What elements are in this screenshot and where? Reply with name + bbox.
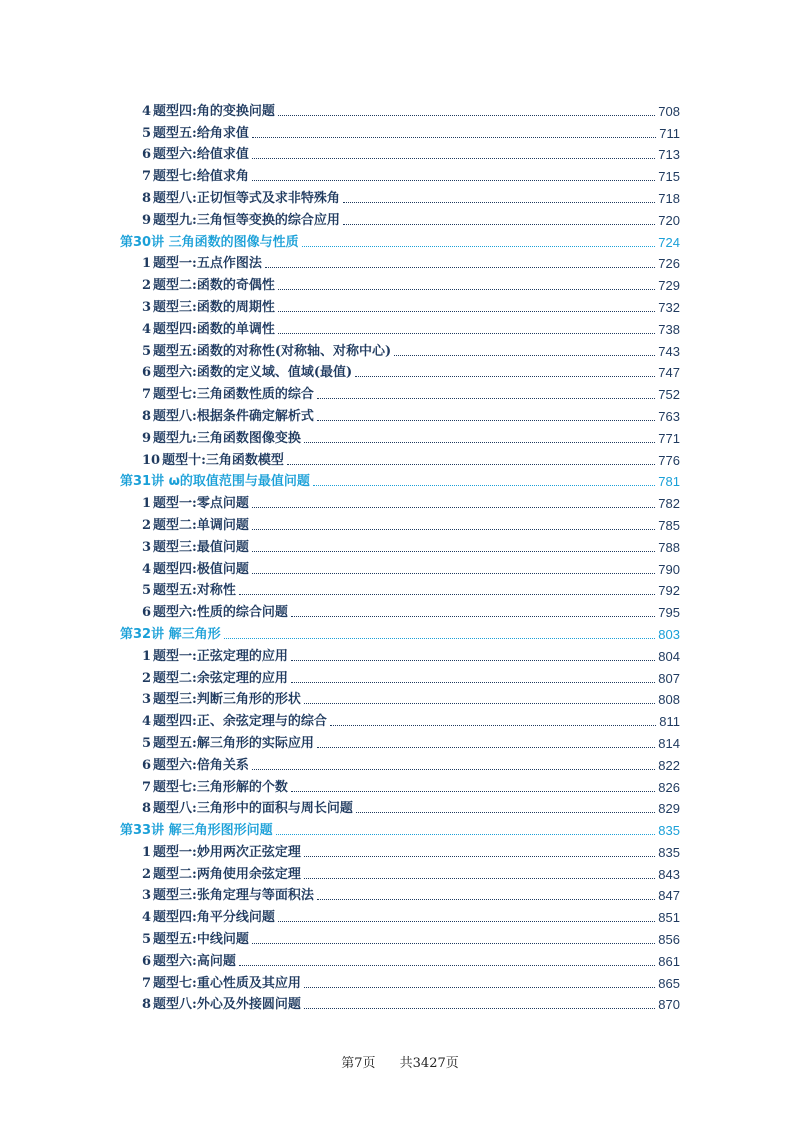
dot-leader (239, 593, 655, 595)
toc-entry-row[interactable] (120, 163, 680, 185)
entry-label: 题型八:正切恒等式及求非特殊角 (153, 190, 340, 206)
page-number: 711 (659, 125, 680, 141)
toc-entry-row[interactable] (120, 665, 680, 687)
toc-entry-row[interactable] (120, 708, 680, 730)
toc-entry-row[interactable] (120, 360, 680, 382)
entry-label: 题型五:给角求值 (153, 125, 249, 141)
entry-label: 第30讲 三角函数的图像与性质 (120, 234, 299, 250)
dot-leader (291, 681, 655, 683)
entry-number: 3 (142, 299, 152, 315)
dot-leader (287, 463, 655, 465)
page-number: 807 (658, 670, 680, 686)
entry-title (142, 649, 288, 665)
entry-label: 题型四:函数的单调性 (153, 321, 275, 337)
entry-title (142, 518, 249, 534)
entry-number: 5 (142, 735, 152, 751)
dot-leader (224, 637, 656, 639)
toc-entry-row[interactable] (120, 120, 680, 142)
entry-number: 3 (142, 888, 152, 904)
entry-label: 题型四:角平分线问题 (153, 910, 275, 926)
entry-title (142, 191, 340, 207)
page-number: 771 (658, 430, 680, 446)
page-number: 752 (658, 387, 680, 403)
toc-entry-row[interactable] (120, 839, 680, 861)
toc-entry-row[interactable] (120, 272, 680, 294)
entry-label: 题型八:外心及外接圆问题 (153, 997, 301, 1013)
entry-label: 题型六:倍角关系 (153, 757, 249, 773)
entry-label: 题型十:三角函数模型 (162, 452, 284, 468)
dot-leader (252, 550, 655, 552)
entry-title (142, 997, 301, 1013)
toc-entry-row[interactable] (120, 948, 680, 970)
page-footer (0, 1052, 800, 1071)
entry-title (142, 714, 327, 730)
entry-label: 题型二:函数的奇偶性 (153, 278, 275, 294)
entry-number: 5 (142, 932, 152, 948)
entry-title (142, 976, 301, 992)
page-number: 726 (658, 256, 680, 272)
entry-label: 题型六:性质的综合问题 (153, 605, 288, 621)
dot-leader (252, 157, 655, 159)
entry-title (142, 213, 340, 229)
entry-number: 9 (142, 430, 152, 446)
entry-number: 10 (142, 452, 161, 468)
page-number: 856 (658, 932, 680, 948)
page-number: 803 (658, 626, 680, 642)
page-number: 747 (658, 365, 680, 381)
page-number: 795 (658, 605, 680, 621)
chapter-title (120, 474, 310, 490)
toc-chapter-row[interactable] (120, 621, 680, 643)
entry-number: 7 (142, 779, 152, 795)
toc-entry-row[interactable] (120, 992, 680, 1014)
dot-leader (355, 375, 655, 377)
toc-entry-row[interactable] (120, 142, 680, 164)
toc-entry-row[interactable] (120, 796, 680, 818)
toc-entry-row[interactable] (120, 185, 680, 207)
page-number: 724 (658, 234, 680, 250)
page-number: 788 (658, 539, 680, 555)
dot-leader (304, 441, 655, 443)
page-number: 715 (658, 169, 680, 185)
entry-label: 第33讲 解三角形图形问题 (120, 823, 273, 839)
dot-leader (252, 506, 655, 508)
toc-entry-row[interactable] (120, 904, 680, 926)
toc-entry-row[interactable] (120, 926, 680, 948)
dot-leader (252, 572, 655, 574)
entry-label: 题型四:正、余弦定理与的综合 (153, 714, 327, 730)
entry-title (142, 104, 275, 120)
toc-entry-row[interactable] (120, 447, 680, 469)
entry-number: 4 (142, 103, 152, 119)
entry-label: 题型三:张角定理与等面积法 (153, 888, 314, 904)
entry-label: 题型五:对称性 (153, 583, 236, 599)
entry-label: 题型二:两角使用余弦定理 (153, 866, 301, 882)
dot-leader (317, 898, 655, 900)
entry-title (142, 344, 391, 360)
entry-number: 8 (142, 408, 152, 424)
dot-leader (278, 310, 655, 312)
entry-label: 题型二:单调问题 (153, 517, 249, 533)
dot-leader (304, 986, 655, 988)
table-of-contents (120, 98, 680, 1013)
toc-chapter-row[interactable] (120, 469, 680, 491)
entry-number: 2 (142, 278, 152, 294)
toc-entry-row[interactable] (120, 730, 680, 752)
dot-leader (330, 724, 656, 726)
toc-entry-row[interactable] (120, 98, 680, 120)
toc-entry-row[interactable] (120, 207, 680, 229)
entry-number: 2 (142, 670, 152, 686)
entry-label: 题型三:函数的周期性 (153, 299, 275, 315)
entry-title (142, 932, 249, 948)
dot-leader (252, 179, 655, 181)
dot-leader (304, 855, 655, 857)
entry-label: 题型六:给值求值 (153, 147, 249, 163)
toc-entry-row[interactable] (120, 294, 680, 316)
entry-number: 7 (142, 387, 152, 403)
current-page-indicator: 第7页 (341, 1056, 376, 1071)
entry-label: 题型四:角的变换问题 (153, 103, 275, 119)
page-number: 718 (658, 190, 680, 206)
page-number: 785 (658, 517, 680, 533)
entry-label: 题型六:函数的定义域、值域(最值) (153, 365, 353, 381)
toc-chapter-row[interactable] (120, 229, 680, 251)
dot-leader (278, 920, 655, 922)
entry-title (142, 431, 301, 447)
entry-title (142, 758, 249, 774)
dot-leader (317, 746, 655, 748)
entry-title (142, 453, 284, 469)
entry-title (142, 278, 275, 294)
page-number: 861 (658, 953, 680, 969)
toc-entry-row[interactable] (120, 403, 680, 425)
dot-leader (317, 419, 655, 421)
entry-title (142, 671, 288, 687)
dot-leader (291, 659, 655, 661)
page-number: 865 (658, 975, 680, 991)
entry-label: 题型三:判断三角形的形状 (153, 692, 301, 708)
entry-number: 4 (142, 321, 152, 337)
entry-label: 题型六:高问题 (153, 953, 236, 969)
page-number: 708 (658, 103, 680, 119)
toc-entry-row[interactable] (120, 687, 680, 709)
entry-number: 3 (142, 539, 152, 555)
dot-leader (252, 942, 655, 944)
entry-title (142, 169, 249, 185)
entry-label: 题型一:五点作图法 (153, 256, 262, 272)
dot-leader (394, 354, 655, 356)
page-number: 835 (658, 844, 680, 860)
entry-title (142, 409, 314, 425)
entry-number: 8 (142, 997, 152, 1013)
page-number: 790 (658, 561, 680, 577)
entry-label: 题型八:三角形中的面积与周长问题 (153, 801, 353, 817)
entry-title (142, 365, 352, 381)
toc-entry-row[interactable] (120, 599, 680, 621)
entry-title (142, 888, 314, 904)
dot-leader (317, 397, 655, 399)
dot-leader (304, 877, 655, 879)
entry-label: 题型七:三角形解的个数 (153, 779, 288, 795)
toc-entry-row[interactable] (120, 251, 680, 273)
page-number: 829 (658, 801, 680, 817)
entry-title (142, 605, 288, 621)
entry-title (142, 736, 314, 752)
entry-label: 题型二:余弦定理的应用 (153, 670, 288, 686)
entry-title (142, 387, 314, 403)
entry-number: 3 (142, 692, 152, 708)
toc-entry-row[interactable] (120, 425, 680, 447)
dot-leader (304, 1007, 655, 1009)
toc-entry-row[interactable] (120, 883, 680, 905)
page-number: 811 (659, 714, 680, 730)
page-number: 804 (658, 648, 680, 664)
dot-leader (239, 964, 655, 966)
dot-leader (278, 288, 655, 290)
chapter-title (120, 627, 221, 643)
page-number: 843 (658, 866, 680, 882)
toc-entry-row[interactable] (120, 643, 680, 665)
toc-entry-row[interactable] (120, 490, 680, 512)
entry-number: 2 (142, 517, 152, 533)
page-number: 738 (658, 321, 680, 337)
page-number: 782 (658, 496, 680, 512)
dot-leader (302, 245, 656, 247)
dot-leader (265, 266, 655, 268)
page-number: 870 (658, 997, 680, 1013)
chapter-title (120, 823, 273, 839)
entry-number: 6 (142, 147, 152, 163)
toc-entry-row[interactable] (120, 534, 680, 556)
toc-entry-row[interactable] (120, 316, 680, 338)
entry-label: 第31讲 ω的取值范围与最值问题 (120, 474, 310, 490)
page-number: 720 (658, 212, 680, 228)
entry-title (142, 256, 262, 272)
toc-entry-row[interactable] (120, 556, 680, 578)
page-number: 822 (658, 757, 680, 773)
page-number: 851 (658, 910, 680, 926)
entry-number: 1 (142, 648, 152, 664)
entry-label: 题型一:妙用两次正弦定理 (153, 844, 301, 860)
entry-title (142, 583, 236, 599)
entry-number: 1 (142, 496, 152, 512)
entry-number: 1 (142, 256, 152, 272)
entry-title (142, 845, 301, 861)
entry-number: 4 (142, 714, 152, 730)
dot-leader (252, 136, 656, 138)
entry-label: 题型一:正弦定理的应用 (153, 648, 288, 664)
entry-number: 6 (142, 365, 152, 381)
entry-number: 5 (142, 125, 152, 141)
entry-label: 题型九:三角函数图像变换 (153, 430, 301, 446)
dot-leader (276, 833, 656, 835)
toc-entry-row[interactable] (120, 338, 680, 360)
entry-number: 4 (142, 910, 152, 926)
entry-title (142, 910, 275, 926)
dot-leader (343, 223, 655, 225)
dot-leader (356, 811, 655, 813)
entry-number: 8 (142, 190, 152, 206)
entry-number: 7 (142, 169, 152, 185)
entry-title (142, 780, 288, 796)
page-number: 763 (658, 408, 680, 424)
entry-title (142, 867, 301, 883)
entry-number: 1 (142, 844, 152, 860)
entry-label: 题型三:最值问题 (153, 539, 249, 555)
page-number: 776 (658, 452, 680, 468)
entry-number: 6 (142, 605, 152, 621)
page-number: 713 (658, 147, 680, 163)
dot-leader (343, 201, 655, 203)
dot-leader (278, 332, 655, 334)
page-number: 847 (658, 888, 680, 904)
entry-number: 8 (142, 801, 152, 817)
dot-leader (313, 484, 655, 486)
chapter-title (120, 235, 299, 251)
entry-label: 题型五:中线问题 (153, 932, 249, 948)
page-number: 835 (658, 823, 680, 839)
entry-label: 题型四:极值问题 (153, 561, 249, 577)
entry-title (142, 496, 249, 512)
entry-label: 第32讲 解三角形 (120, 626, 221, 642)
entry-label: 题型九:三角恒等变换的综合应用 (153, 212, 340, 228)
toc-entry-row[interactable] (120, 512, 680, 534)
entry-title (142, 147, 249, 163)
entry-title (142, 954, 236, 970)
entry-title (142, 801, 353, 817)
entry-title (142, 692, 301, 708)
page-number: 781 (658, 474, 680, 490)
dot-leader (252, 768, 655, 770)
entry-number: 4 (142, 561, 152, 577)
dot-leader (304, 702, 655, 704)
entry-number: 9 (142, 212, 152, 228)
entry-label: 题型七:重心性质及其应用 (153, 975, 301, 991)
entry-number: 6 (142, 757, 152, 773)
page-number: 814 (658, 735, 680, 751)
entry-number: 2 (142, 866, 152, 882)
dot-leader (291, 790, 655, 792)
dot-leader (252, 528, 655, 530)
entry-title (142, 540, 249, 556)
page-number: 743 (658, 343, 680, 359)
toc-entry-row[interactable] (120, 774, 680, 796)
entry-number: 5 (142, 583, 152, 599)
entry-title (142, 562, 249, 578)
dot-leader (278, 114, 655, 116)
page-number: 732 (658, 299, 680, 315)
entry-title (142, 300, 275, 316)
toc-chapter-row[interactable] (120, 817, 680, 839)
entry-number: 5 (142, 343, 152, 359)
page-number: 826 (658, 779, 680, 795)
toc-entry-row[interactable] (120, 752, 680, 774)
toc-entry-row[interactable] (120, 578, 680, 600)
entry-label: 题型七:三角函数性质的综合 (153, 387, 314, 403)
toc-entry-row[interactable] (120, 381, 680, 403)
entry-label: 题型五:函数的对称性(对称轴、对称中心) (153, 343, 392, 359)
entry-title (142, 322, 275, 338)
total-pages-indicator: 共3427页 (399, 1056, 459, 1071)
entry-number: 6 (142, 953, 152, 969)
entry-number: 7 (142, 975, 152, 991)
toc-entry-row[interactable] (120, 970, 680, 992)
entry-label: 题型一:零点问题 (153, 496, 249, 512)
page-number: 792 (658, 583, 680, 599)
entry-label: 题型八:根据条件确定解析式 (153, 408, 314, 424)
page-number: 729 (658, 278, 680, 294)
toc-entry-row[interactable] (120, 861, 680, 883)
page-number: 808 (658, 692, 680, 708)
entry-label: 题型七:给值求角 (153, 169, 249, 185)
entry-title (142, 126, 249, 142)
dot-leader (291, 615, 655, 617)
entry-label: 题型五:解三角形的实际应用 (153, 735, 314, 751)
